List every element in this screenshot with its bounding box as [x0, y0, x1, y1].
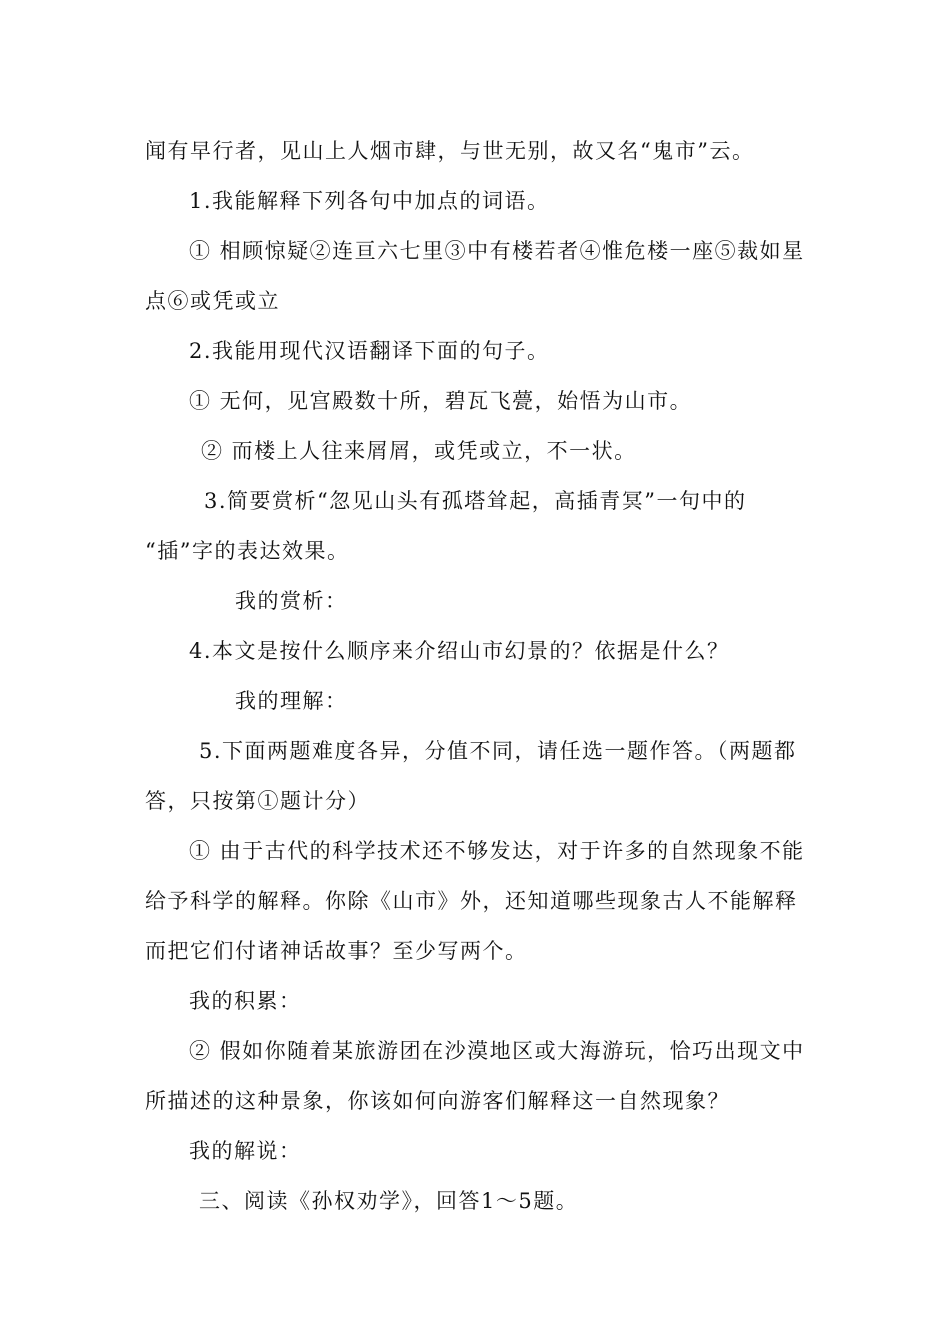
answer-label-appreciation: 我的赏析：: [235, 589, 348, 613]
answer-label-accumulation: 我的积累：: [189, 989, 302, 1013]
question-2-item-1: ① 无何，见宫殿数十所，碧瓦飞甍，始悟为山市。: [189, 389, 693, 413]
question-1-items-cont: 点⑥或凭或立: [145, 289, 280, 313]
question-5-cont: 答，只按第①题计分）: [145, 789, 370, 813]
question-5-option-2: ② 假如你随着某旅游团在沙漠地区或大海游玩，恰巧出现文中: [189, 1039, 805, 1063]
text-line: 闻有早行者，见山上人烟市肆，与世无别，故又名“鬼市”云。: [145, 139, 755, 163]
question-2-item-2: ② 而楼上人往来屑屑，或凭或立，不一状。: [201, 439, 637, 463]
question-3-cont: “插”字的表达效果。: [145, 539, 350, 563]
question-2: 2.我能用现代汉语翻译下面的句子。: [189, 339, 550, 363]
section-heading: 三、阅读《孙权劝学》，回答1～5题。: [199, 1189, 579, 1213]
question-5-option-1-cont2: 而把它们付诸神话故事？至少写两个。: [145, 939, 528, 963]
question-5: 5.下面两题难度各异，分值不同，请任选一题作答。（两题都: [199, 739, 797, 763]
question-1-items: ① 相顾惊疑②连亘六七里③中有楼若者④惟危楼一座⑤裁如星: [189, 239, 805, 263]
question-4: 4.本文是按什么顺序来介绍山市幻景的？依据是什么？: [189, 639, 730, 663]
question-3: 3.简要赏析“忽见山头有孤塔耸起，高插青冥”一句中的: [204, 489, 747, 513]
question-5-option-1: ① 由于古代的科学技术还不够发达，对于许多的自然现象不能: [189, 839, 805, 863]
question-1: 1.我能解释下列各句中加点的词语。: [189, 189, 550, 213]
answer-label-explanation: 我的解说：: [189, 1139, 302, 1163]
question-5-option-1-cont: 给予科学的解释。你除《山市》外，还知道哪些现象古人不能解释: [145, 889, 798, 913]
question-5-option-2-cont: 所描述的这种景象，你该如何向游客们解释这一自然现象？: [145, 1089, 730, 1113]
answer-label-understanding: 我的理解：: [235, 689, 348, 713]
